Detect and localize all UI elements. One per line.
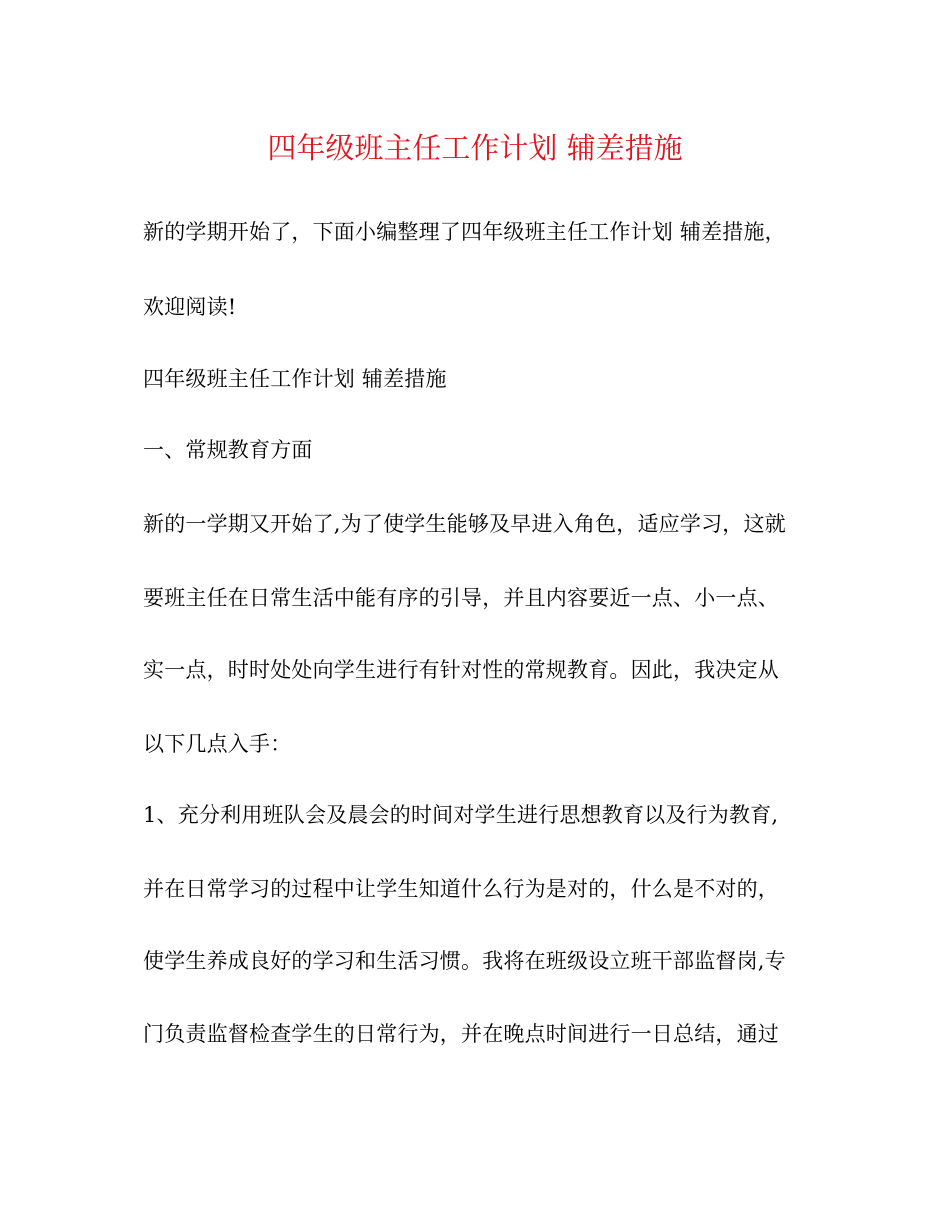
paragraph-line: 四年级班主任工作计划 辅差措施 [143,367,447,391]
paragraph-line: 实一点，时时处处向学生进行有针对性的常规教育。因此，我决定从 [143,658,779,682]
paragraph-line: 新的一学期又开始了,为了使学生能够及早进入角色，适应学习，这就 [143,512,786,536]
paragraph-line: 新的学期开始了，下面小编整理了四年级班主任工作计划 辅差措施， [143,220,786,244]
paragraph-line: 以下几点入手： [143,732,292,756]
paragraph-line: 并在日常学习的过程中让学生知道什么行为是对的，什么是不对的， [143,877,779,901]
paragraph-line: 要班主任在日常生活中能有序的引导，并且内容要近一点、小一点、 [143,586,779,610]
paragraph-line: 欢迎阅读! [143,295,237,319]
paragraph-line: 门负责监督检查学生的日常行为，并在晚点时间进行一日总结，通过 [143,1022,779,1046]
document-title: 四年级班主任工作计划 辅差措施 [267,131,683,165]
paragraph-line: 1、充分利用班队会及晨会的时间对学生进行思想教育以及行为教育, [143,803,779,827]
section-heading: 一、常规教育方面 [143,438,313,462]
paragraph-line: 使学生养成良好的学习和生活习惯。我将在班级设立班干部监督岗,专 [143,949,786,973]
